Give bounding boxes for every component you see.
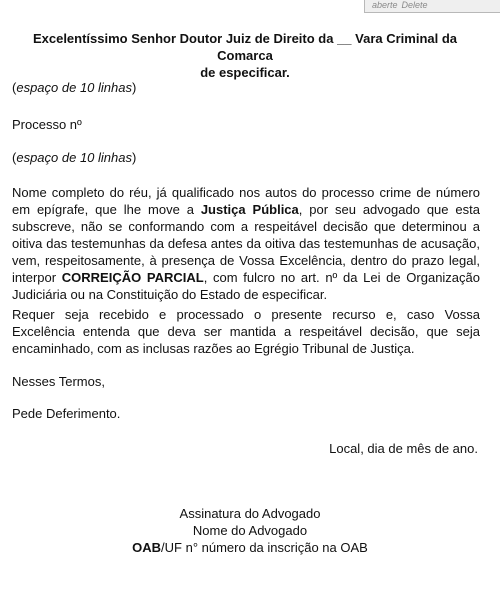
signature-line: Assinatura do Advogado bbox=[179, 506, 321, 521]
request-paragraph: Requer seja recebido e processado o presente recurso e, caso Vossa Excelência entenda que deva ser mantida a respeitável decisão, que seja encaminhado, com as inclusas razões ao Egrégio Tribunal de Justiça. bbox=[12, 307, 480, 356]
place-and-date: Local, dia de mês de ano. bbox=[329, 441, 478, 456]
spacer-note-2: (espaço de 10 linhas) bbox=[12, 150, 137, 165]
document-toolbar bbox=[364, 0, 500, 13]
correicao-parcial-bold: CORREIÇÃO PARCIAL bbox=[61, 270, 204, 285]
main-paragraph: Nome completo do réu, já qualificado nos autos do processo crime de número em epígrafe, que lhe move a Justiça Pública, por seu advogado que esta subscreve, não se conformando com a respeitável decisão que determinou a oitiva das testemunhas da defesa antes da oitiva das testemunhas de acusação, vem, respeitosamente, à presença de Vossa Excelência, dentro do prazo legal, interpor CORREIÇÃO PARCIAL, com fulcro no art. nº da Lei de Organização Judiciária ou na Constituição do Estado de especificar. bbox=[12, 185, 480, 302]
document-heading bbox=[10, 30, 480, 81]
open-link[interactable]: aberte bbox=[372, 0, 398, 10]
closing-terms: Nesses Termos, bbox=[12, 374, 105, 389]
justica-publica-bold: Justiça Pública bbox=[200, 202, 299, 217]
process-number-label: Processo nº bbox=[12, 117, 82, 132]
oab-registration: OAB/UF n° número da inscrição na OAB bbox=[132, 540, 368, 555]
heading-line-1: Excelentíssimo Senhor Doutor Juiz de Direito da __ Vara Criminal da Comarca bbox=[32, 31, 458, 63]
heading-line-2: de especificar. bbox=[200, 65, 290, 80]
closing-request: Pede Deferimento. bbox=[12, 406, 121, 421]
lawyer-name: Nome do Advogado bbox=[192, 523, 308, 538]
signature-block bbox=[0, 505, 500, 556]
delete-link[interactable]: Delete bbox=[401, 0, 428, 10]
spacer-note-1: (espaço de 10 linhas) bbox=[12, 80, 137, 95]
